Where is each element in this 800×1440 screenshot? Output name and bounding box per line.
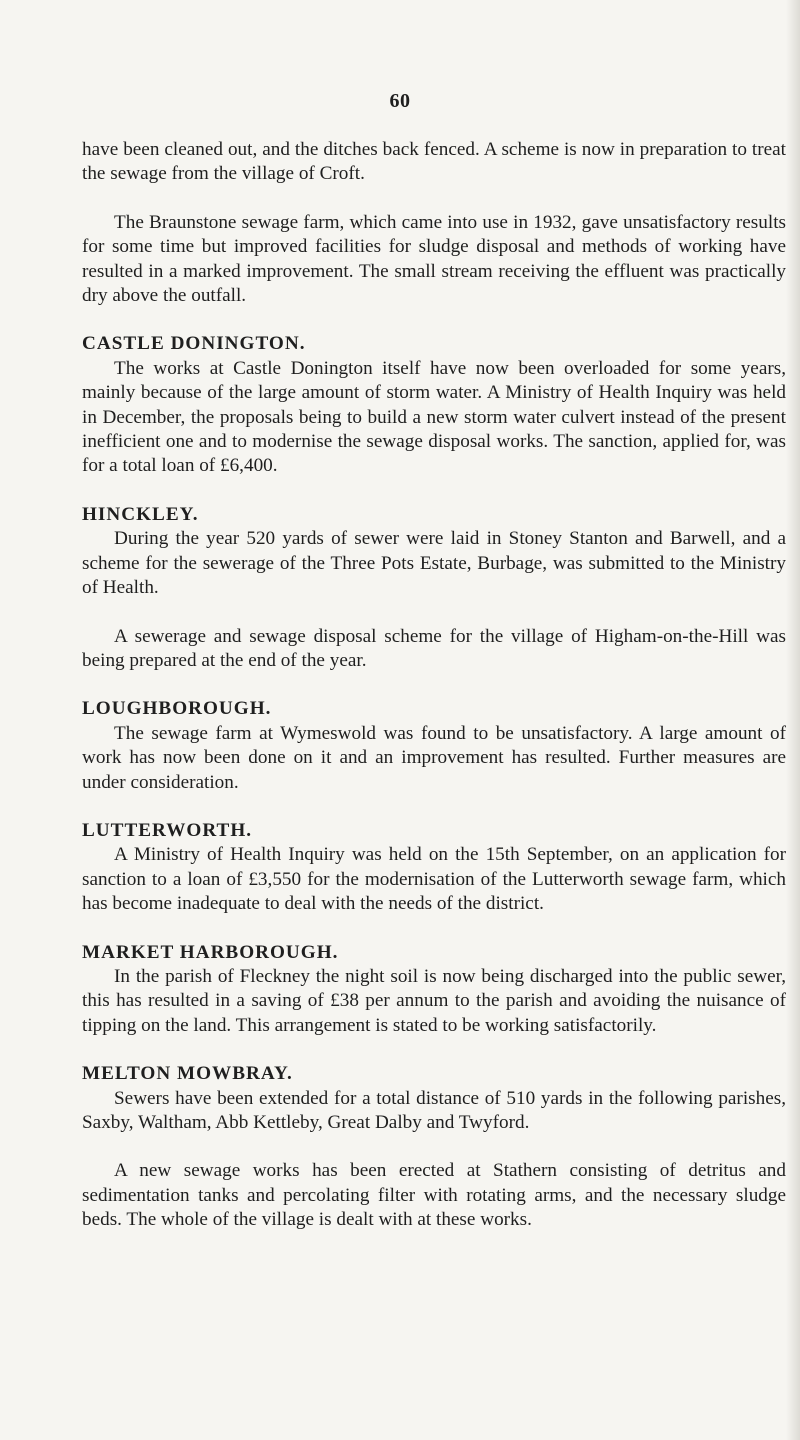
paragraph-hinckley-higham: A sewerage and sewage disposal scheme for the village of Higham-on-the-Hill was being prepared at the end of the year. — [82, 625, 786, 671]
paragraph-castle-donington: The works at Castle Donington itself have now been overloaded for some years, mainly because of the large amount of storm water. A Ministry of Health Inquiry was held in December, the proposals being to build a new storm water culvert instead of the present inefficient one and to modernise the sewage disposal works. The sanction, applied for, was for a total loan of £6,400. — [82, 357, 786, 477]
heading-loughborough: LOUGHBOROUGH. — [82, 698, 272, 720]
paragraph-market-harborough: In the parish of Fleckney the night soil is now being discharged into the public sewer, this has resulted in a saving of £38 per annum to the parish and avoiding the nuisance of tipping on the land. This arrangement is stated to be working satisfactorily. — [82, 965, 786, 1036]
page-edge-shadow — [786, 0, 800, 1440]
paragraph-loughborough: The sewage farm at Wymeswold was found to be unsatisfactory. A large amount of work has now been done on it and an improvement has resulted. Further measures are under consideration. — [82, 722, 786, 793]
page-body — [82, 138, 786, 1233]
heading-hinckley: HINCKLEY. — [82, 503, 199, 525]
heading-melton-mowbray: MELTON MOWBRAY. — [82, 1063, 293, 1085]
paragraph-croft: have been cleaned out, and the ditches back fenced. A scheme is now in preparation to treat the sewage from the village of Croft. — [82, 139, 786, 185]
paragraph-lutterworth: A Ministry of Health Inquiry was held on the 15th September, on an application for sanction to a loan of £3,550 for the modernisation of the Lutterworth sewage farm, which has become inadequate to deal with the needs of the district. — [82, 844, 786, 915]
paragraph-hinckley-sewer: During the year 520 yards of sewer were laid in Stoney Stanton and Barwell, and a scheme for the sewerage of the Three Pots Estate, Burbage, was submitted to the Ministry of Health. — [82, 528, 786, 599]
page-number: 60 — [389, 90, 411, 112]
heading-castle-donington: CASTLE DONINGTON. — [82, 333, 306, 355]
heading-market-harborough: MARKET HARBOROUGH. — [82, 941, 339, 963]
paragraph-braunstone: The Braunstone sewage farm, which came into use in 1932, gave unsatisfactory results for some time but improved facilities for sludge disposal and methods of working have resulted in a marked improvement. The small stream receiving the effluent was practically dry above the outfall. — [82, 211, 786, 307]
paragraph-melton-stathern: A new sewage works has been erected at Stathern consisting of detritus and sedimentation tanks and percolating filter with rotating arms, and the necessary sludge beds. The whole of the village is dealt with at these works. — [82, 1160, 786, 1231]
heading-lutterworth: LUTTERWORTH. — [82, 819, 253, 841]
paragraph-melton-sewers: Sewers have been extended for a total distance of 510 yards in the following parishes, Saxby, Waltham, Abb Kettleby, Great Dalby and Twyford. — [82, 1087, 786, 1133]
